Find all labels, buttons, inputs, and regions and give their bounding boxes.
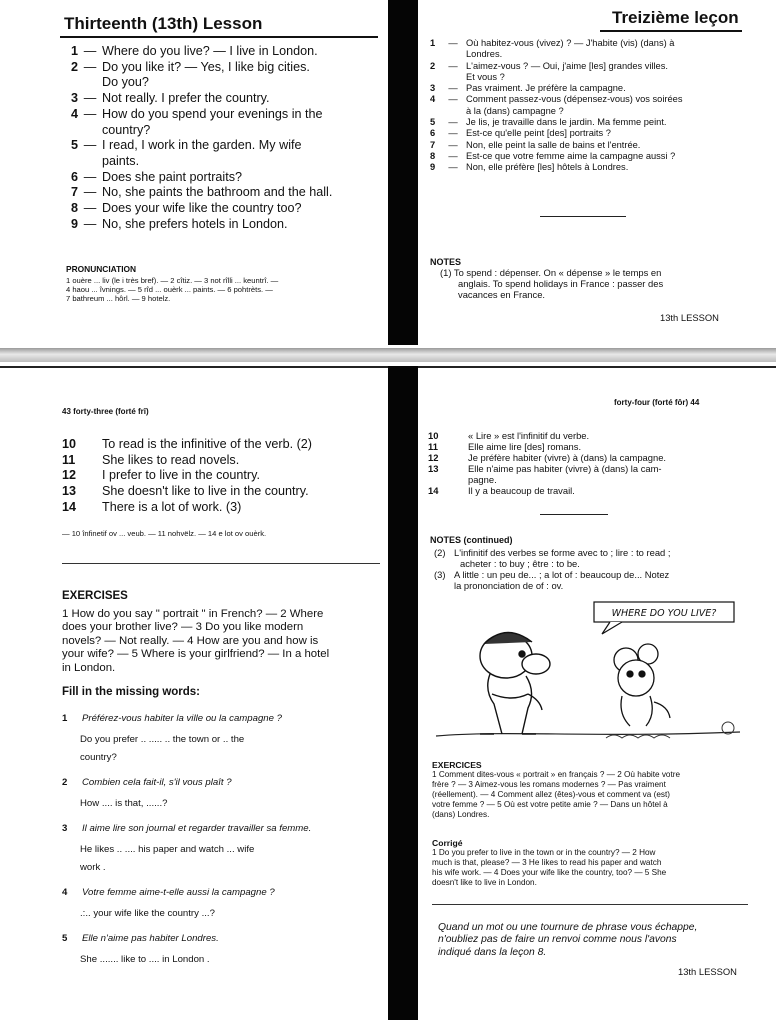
cartoon-illustration [430,598,752,750]
fill-in-item: 2 Combien cela fait-il, s'il vous plaît ? How .... is that, ......? [62,777,232,809]
english-sentences [62,437,382,516]
translation-line: 8 — Est-ce que votre femme aime la campagne aussi ? [430,150,676,161]
page-break [0,348,776,362]
dialogue-line: 8 — Does your wife like the country too? [70,201,302,216]
sentence-line: 13 She doesn't like to live in the country. [62,484,309,499]
sentence-line: 14 Il y a beaucoup de travail. [428,485,575,497]
dialogue-line: 4 — How do you spend your evenings in the [70,106,323,121]
dialogue-line: 7 — No, she paints the bathroom and the hall. [70,185,333,200]
exercices-heading: EXERCICES [432,760,482,770]
page-number-44: forty-four (forté fôr) 44 [614,398,700,407]
man-figure [480,632,550,734]
translation-line: 2 — L'aimez-vous ? — Oui, j'aime [les] grandes villes. [430,60,668,71]
dialogue-line-continuation: country? [102,122,151,137]
notes-continued-text [434,547,754,591]
small-creature-figure [614,644,670,726]
corrige-heading: Corrigé [432,838,463,848]
exercises-text: 1 How do you say " portrait " in French? — 2 Where does your brother live? — 3 Do you like modern novels? — Not really. — 4 How are you and how is your wife? — 5 Where is your girlfriend? — In a hotel in London. [62,608,330,674]
fill-in-item: 5 Elle n'aime pas habiter Londres. She ....... like to .... in London . [62,933,219,965]
title-underline [60,36,378,38]
lesson-footer: 13th LESSON [660,312,719,323]
dialogue-line: 1 — Where do you live? — I live in London. [70,44,318,58]
lesson-footer: 13th LESSON [678,966,737,977]
translation-line: 6 — Est-ce qu'elle peint [des] portraits ? [430,128,611,139]
dialogue-line: 5 — I read, I work in the garden. My wife [70,138,302,153]
speech-bubble-text: WHERE DO YOU LIVE? [611,608,717,619]
section-divider [540,216,626,217]
lesson-title-english: Thirteenth (13th) Lesson [64,14,263,33]
french-translation [430,38,756,174]
section-divider [62,563,380,564]
translation-line: 4 — Comment passez-vous (dépensez-vous) vos soirées [430,94,683,105]
notes-continued-heading: NOTES (continued) [430,535,513,545]
dialogue-line: 3 — Not really. I prefer the country. [70,91,270,106]
sentence-line: 14 There is a lot of work. (3) [62,499,242,514]
fill-in-item: 4 Votre femme aime-t-elle aussi la campagne ? .:.. your wife like the country ...? [62,887,275,919]
dialogue-line: 9 — No, she prefers hotels in London. [70,216,288,231]
title-underline [600,30,742,32]
sentence-line: 13 Elle n'aime pas habiter (vivre) à (dans) la cam- [428,463,662,475]
note-paragraph: (2) L'infinitif des verbes se forme avec to ; lire : to read ; acheter : to buy ; être : to be. [434,547,671,570]
dialogue-line-continuation: paints. [102,153,140,168]
english-dialogue [66,44,376,232]
translation-line-continuation: à la (dans) campagne ? [466,105,564,116]
notes-heading: NOTES [430,257,462,267]
translation-line: 9 — Non, elle préfère [les] hôtels à Londres. [430,162,629,173]
sentence-line: 12 Je préfère habiter (vivre) à (dans) la campagne. [428,452,667,464]
lesson-title-french: Treizième leçon [612,8,739,27]
sentence-line-continuation: pagne. [468,474,497,486]
section-divider [432,904,748,905]
notes-text: (1) To spend : dépenser. On « dépense » le temps en anglais. To spend holidays in France : passer des vacances en France. [440,267,664,301]
translation-line: 1 — Où habitez-vous (vivez) ? — J'habite (vis) (dans) à [430,38,675,48]
fill-in-item: 1 Préférez-vous habiter la ville ou la campagne ? Do you prefer .. ..... .. the town or .. the country? [62,713,282,763]
section-divider [540,514,608,515]
note-paragraph: (3) A little : un peu de... ; a lot of : beaucoup de... Notez la prononciation de of : ov. [434,569,670,592]
book-spine-top [388,0,418,345]
dialogue-line-continuation: Do you? [102,75,149,90]
translation-line: 3 — Pas vraiment. Je préfère la campagne. [430,83,626,94]
reminder-note: Quand un mot ou une tournure de phrase vous échappe, n'oubliez pas de faire un renvoi comme nous l'avons indiqué dans la leçon 8. [438,922,698,958]
fill-in-heading: Fill in the missing words: [62,686,201,698]
sentence-line: 10 To read is the infinitive of the verb. (2) [62,437,312,451]
sentence-line: 11 Elle aime lire [des] romans. [428,441,582,453]
translation-line-continuation: Londres. [466,49,503,60]
pronunciation-heading: PRONUNCIATION [66,264,137,274]
fill-in-item: 3 Il aime lire son journal et regarder travailler sa femme. He likes .. .... his paper and watch ... wife work . [62,823,312,873]
translation-line: 7 — Non, elle peint la salle de bains et l'entrée. [430,139,641,150]
pronunciation-text: 1 ouère ... liv (le i très bref). — 2 cîtiz. — 3 not rîlli ... keuntrî. — 4 haou ... îvnings. — 5 rîd ... ouèrk ... paints. — 6 pohtrèts. — 7 bathreum ... hôrl. — 9 hotelz. [66,276,279,303]
dialogue-line: 6 — Does she paint portraits? [70,169,243,184]
translation-line-continuation: Et vous ? [466,71,505,82]
dialogue-line: 2 — Do you like it? — Yes, I like big cities. [70,59,310,74]
exercises-heading: EXERCISES [62,590,128,602]
pronunciation-text: — 10 înfinetif ov ... veub. — 11 nohvëlz. — 14 e lot ov ouèrk. [62,529,267,538]
sentence-line: 11 She likes to read novels. [62,452,240,467]
corrige-text: 1 Do you prefer to live in the town or in the country? — 2 How much is that, please? — 3 He likes to read his paper and watch his wife work. — 4 Does your wife like the country, too? — 5 She doesn't like to live in London. [432,848,667,887]
exercices-text: 1 Comment dites-vous « portrait » en français ? — 2 Où habite votre frère ? — 3 Aimez-vous les romans modernes ? — Pas vraiment (réellement). — 4 Comment allez (êtes)-vous et comment va (est) votre femme ? — 5 Où est votre petite amie ? — Dans un hôtel à (dans) Londres. [432,770,681,819]
sentence-line: 12 I prefer to live in the country. [62,468,260,483]
french-sentences [428,430,748,497]
page-number-43: 43 forty-three (forté frî) [62,407,149,416]
sentence-line: 10 « Lire » est l'infinitif du verbe. [428,430,590,441]
book-spine-bottom [388,366,418,1020]
translation-line: 5 — Je lis, je travaille dans le jardin. Ma femme peint. [430,117,667,128]
